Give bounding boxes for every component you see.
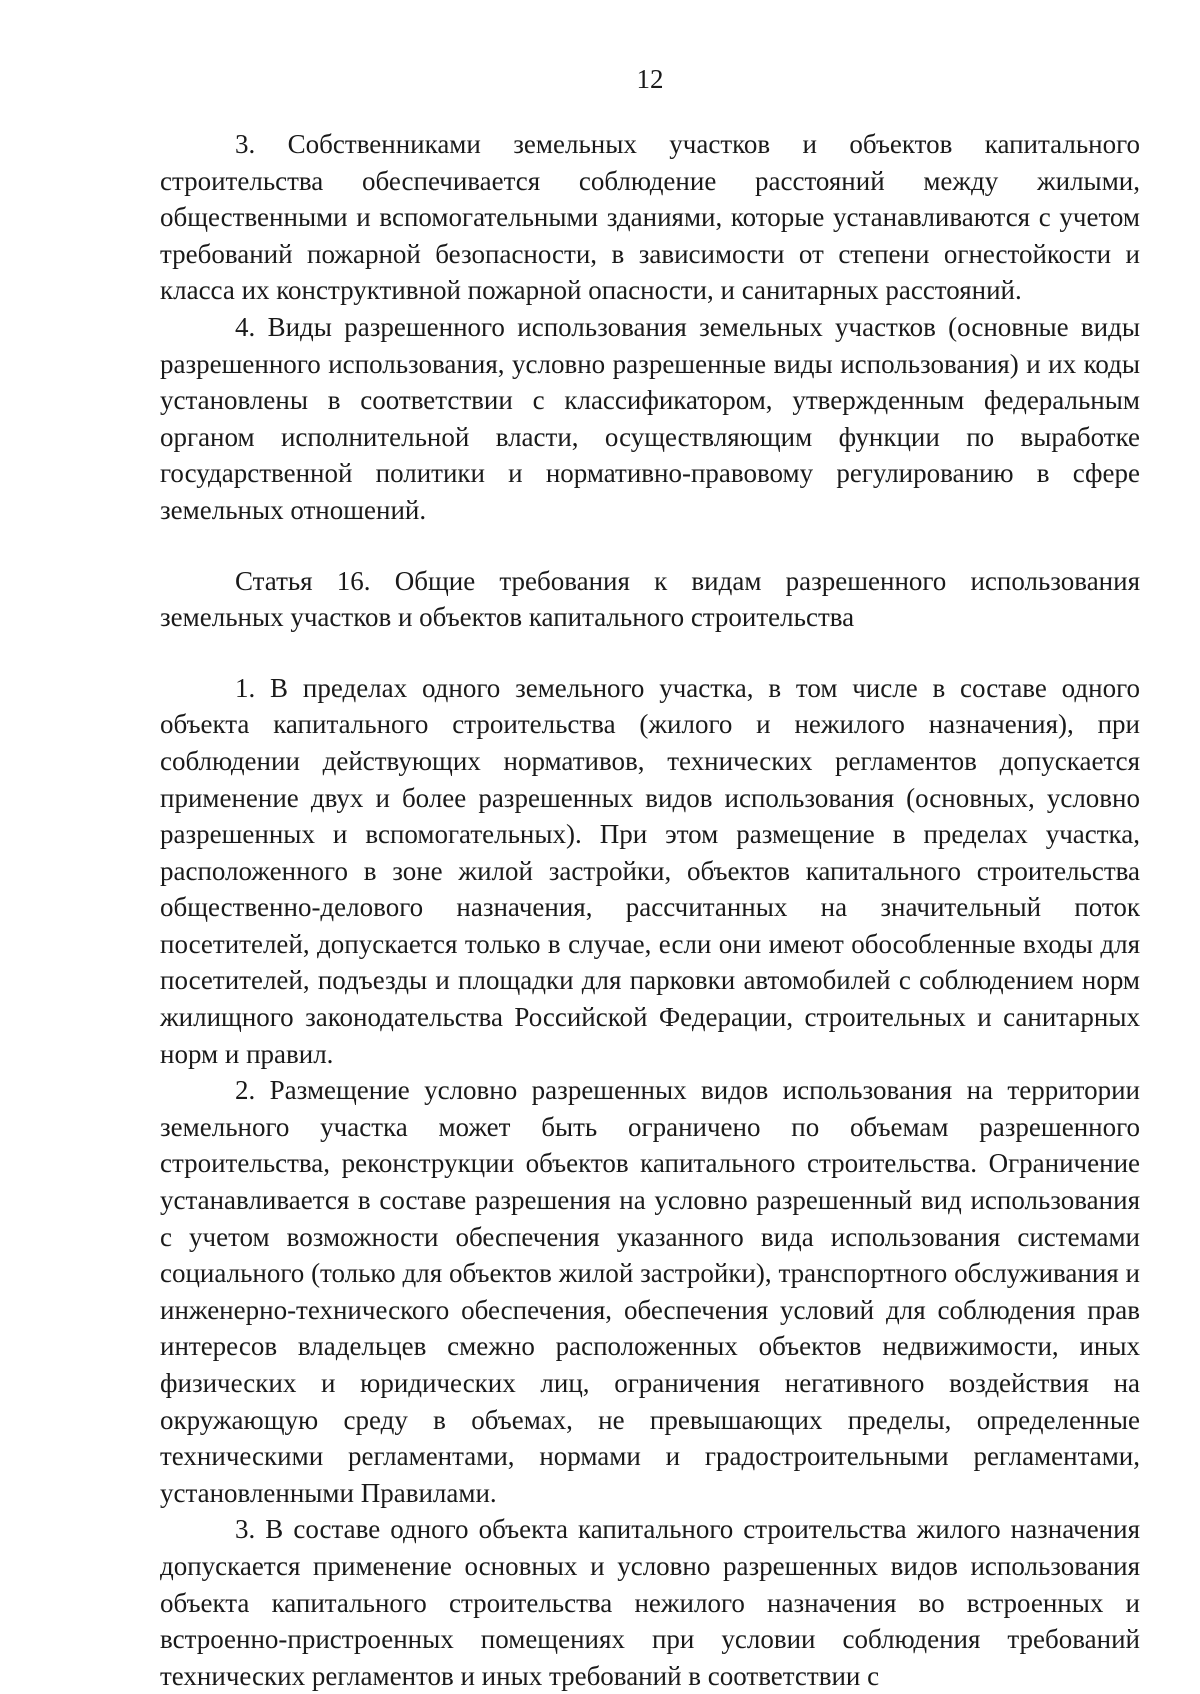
document-page (160, 62, 1140, 1694)
paragraph-3: 3. Собственниками земельных участков и объектов капитального строительства обеспечивается соблюдение расстояний между жилыми, общественными и вспомогательными зданиями, которые устанавливаются с учетом требований пожарной безопасности, в зависимости от степени огнестойкости и класса их конструктивной пожарной опасности, и санитарных расстояний. (160, 129, 1140, 306)
article-16-paragraph-2: 2. Размещение условно разрешенных видов использования на территории земельного участка может быть ограничено по объемам разрешенного строительства, реконструкции объектов капитального строительства. Ограничение устанавливается в составе разрешения на условно разрешенный вид использования с учетом возможности обеспечения указанного вида использования системами социального (только для объектов жилой застройки), транспортного обслуживания и инженерно-технического обеспечения, обеспечения условий для соблюдения прав интересов владельцев смежно расположенных объектов недвижимости, иных физических и юридических лиц, ограничения негативного воздействия на окружающую среду в объемах, не превышающих пределы, определенные техническими регламентами, нормами и градостроительными регламентами, установленными Правилами. (160, 1075, 1140, 1508)
article-16-heading: Статья 16. Общие требования к видам разрешенного использования земельных участков и объектов капитального строительства (160, 565, 1140, 633)
paragraph-4: 4. Виды разрешенного использования земельных участков (основные виды разрешенного использования, условно разрешенные виды использования) и их коды установлены в соответствии с классификатором, утвержденным федеральным органом исполнительной власти, осуществляющим функции по выработке государственной политики и нормативно-правовому регулированию в сфере земельных отношений. (160, 311, 1140, 525)
article-16-paragraph-3: 3. В составе одного объекта капитального строительства жилого назначения допускается применение основных и условно разрешенных видов использования объекта капитального строительства нежилого назначения во встроенных и встроенно-пристроенных помещениях при условии соблюдения требований технических регламентов и иных требований в соответствии с (160, 1514, 1140, 1691)
article-16-paragraph-1: 1. В пределах одного земельного участка, в том числе в составе одного объекта капитального строительства (жилого и нежилого назначения), при соблюдении действующих нормативов, технических регламентов допускается применение двух и более разрешенных видов использования (основных, условно разрешенных и вспомогательных). При этом размещение в пределах участка, расположенного в зоне жилой застройки, объектов капитального строительства общественно-делового назначения, рассчитанных на значительный поток посетителей, допускается только в случае, если они имеют обособленные входы для посетителей, подъезды и площадки для парковки автомобилей с соблюдением норм жилищного законодательства Российской Федерации, строительных и санитарных норм и правил. (160, 672, 1140, 1069)
page-number: 12 (636, 64, 664, 94)
